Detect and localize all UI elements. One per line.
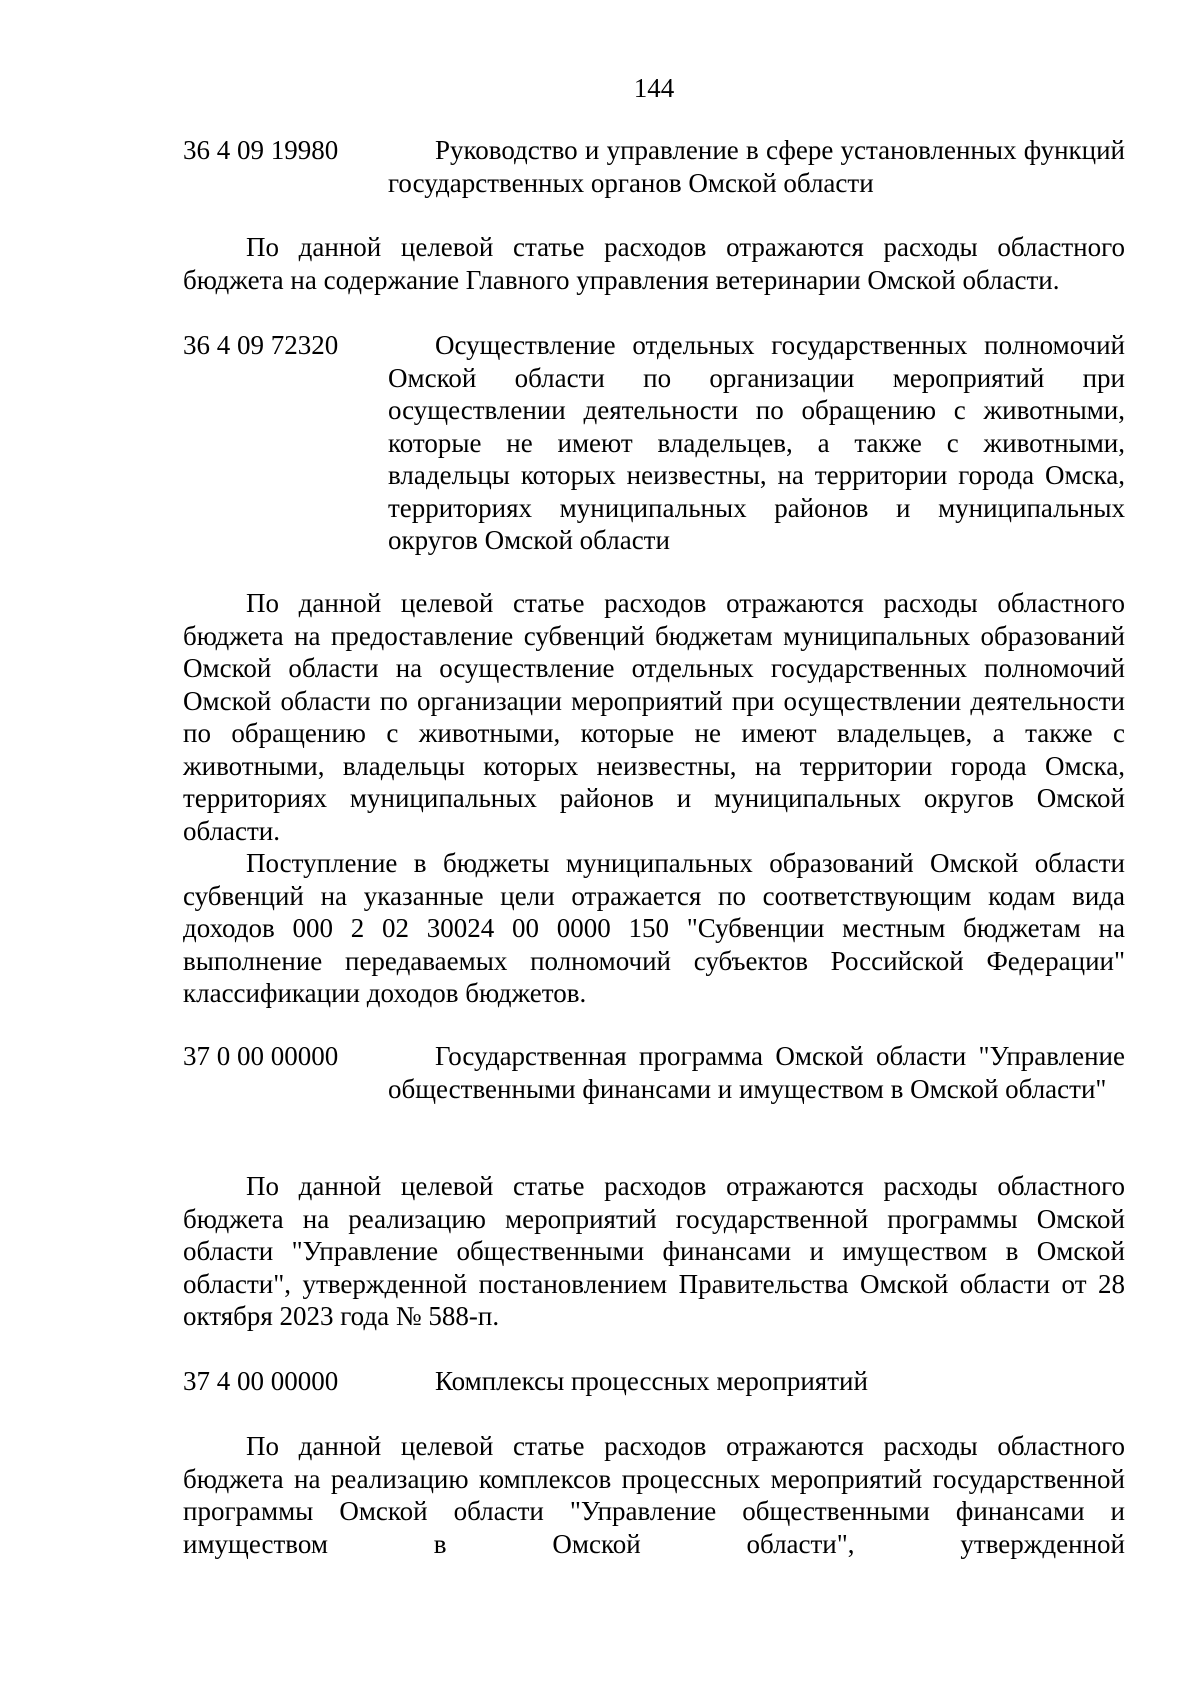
target-article-code: 37 0 00 00000 — [183, 1041, 339, 1071]
description-paragraph: По данной целевой статье расходов отражаются расходы областного бюджета на реализацию комплексов процессных мероприятий государственной программы Омской области "Управление общественными финансами и имуществом в Омской области", утвержденной — [183, 1431, 1125, 1559]
target-article-title: Государственная программа Омской области "Управление общественными финансами и имуществом в Омской области" — [388, 1041, 1125, 1104]
classification-entry — [183, 134, 1125, 199]
target-article-title: Руководство и управление в сфере установленных функций государственных органов Омской области — [388, 135, 1125, 198]
target-article-title: Осуществление отдельных государственных полномочий Омской области по организации мероприятий при осуществлении деятельности по обращению с животными, которые не имеют владельцев, а также с животными, владельцы которых неизвестны, на территории города Омска, территориях муниципальных районов и муниципальных округов Омской области — [388, 330, 1125, 555]
target-article-code: 37 4 00 00000 — [183, 1366, 339, 1396]
page-number: 144 — [633, 73, 675, 103]
description-paragraph: По данной целевой статье расходов отражаются расходы областного бюджета на реализацию мероприятий государственной программы Омской области "Управление общественными финансами и имуществом в Омской области", утвержденной постановлением Правительства Омской области от 28 октября 2023 года № 588-п. — [183, 1171, 1125, 1331]
classification-entry — [183, 1040, 1125, 1105]
target-article-code: 36 4 09 72320 — [183, 330, 339, 360]
target-article-title: Комплексы процессных мероприятий — [435, 1366, 868, 1396]
description-paragraph: Поступление в бюджеты муниципальных образований Омской области субвенций на указанные цели отражается по соответствующим кодам вида доходов 000 2 02 30024 00 0000 150 "Субвенции местным бюджетам на выполнение передаваемых полномочий субъектов Российской Федерации" классификации доходов бюджетов. — [183, 848, 1125, 1008]
classification-entry — [183, 329, 1125, 557]
description-paragraph: По данной целевой статье расходов отражаются расходы областного бюджета на содержание Главного управления ветеринарии Омской области. — [183, 232, 1125, 295]
description-paragraph: По данной целевой статье расходов отражаются расходы областного бюджета на предоставление субвенций бюджетам муниципальных образований Омской области на осуществление отдельных государственных полномочий Омской области по организации мероприятий при осуществлении деятельности по обращению с животными, которые не имеют владельцев, а также с животными, владельцы которых неизвестны, на территории города Омска, территориях муниципальных районов и муниципальных округов Омской области. — [183, 588, 1125, 846]
classification-entry — [183, 1365, 1125, 1398]
target-article-code: 36 4 09 19980 — [183, 135, 339, 165]
